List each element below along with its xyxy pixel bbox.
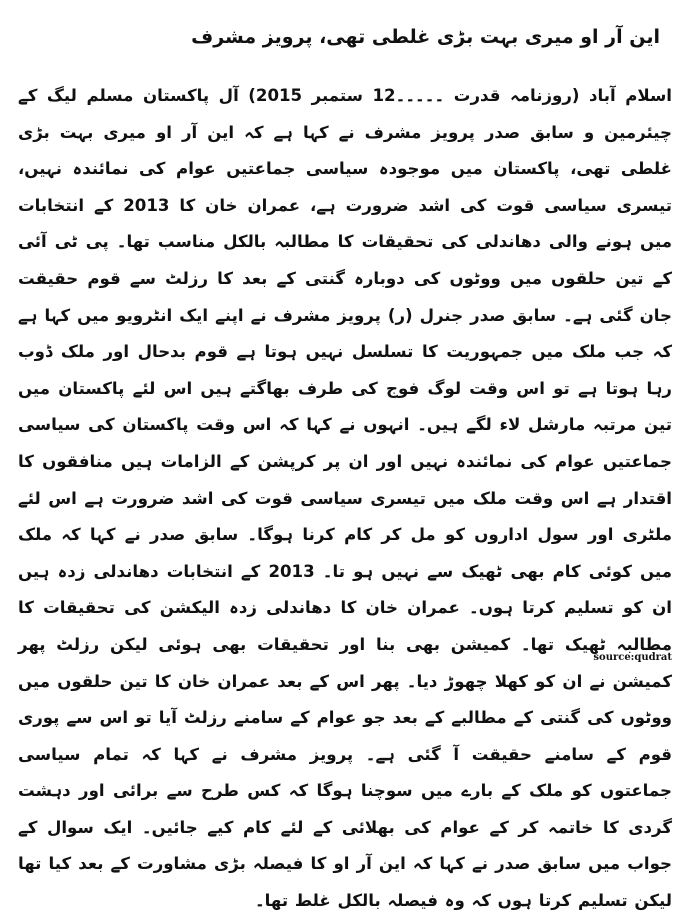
article-body: اسلام آباد (روزنامہ قدرت ۔۔۔۔۔12 ستمبر 2015) آل پاکستان مسلم لیگ کے چیئرمین و سابق صدر پرویز مشرف نے کہا ہے کہ این آر او میری بہت بڑی غلطی تھی، پاکستان میں موجودہ سیاسی جماعتیں عوام کی نمائندہ نہیں، تیسری سیاسی قوت کی اشد ضرورت ہے، عمران خان کا 2013 کے انتخابات میں ہونے والی دھاندلی کی تحقیقات کا مطالبہ بالکل مناسب تھا۔ پی ٹی آئی کے تین حلقوں میں ووٹوں کی دوبارہ گنتی کے بعد کا رزلٹ سے قوم حقیقت جان گئی ہے۔ سابق صدر جنرل (ر) پرویز مشرف نے اپنے ایک انٹرویو میں کہا ہے کہ جب ملک میں جمہوریت کا تسلسل نہیں ہوتا ہے قوم بدحال اور ملک ڈوب رہا ہوتا ہے تو اس وقت لوگ فوج کی طرف بھاگتے ہیں اس لئے پاکستان میں تین مرتبہ مارشل لاء لگے ہیں۔ انہوں نے کہا کہ اس وقت پاکستان کی سیاسی جماعتیں عوام کی نمائندہ نہیں اور ان پر کرپشن کے الزامات ہیں منافقوں کا اقتدار ہے اس وقت ملک میں تیسری سیاسی قوت کی اشد ضرورت ہے اس لئے ملٹری اور سول اداروں کو مل کر کام کرنا ہوگا۔ سابق صدر نے کہا کہ ملک میں کوئی کام بھی ٹھیک سے نہیں ہو تا۔ 2013 کے انتخابات دھاندلی زدہ ہیں ان کو تسلیم کرتا ہوں۔ عمران خان کا دھاندلی زدہ الیکشن کی تحقیقات کا مطالبہ ٹھیک تھا۔ کمیشن بھی بنا اور تحقیقات بھی ہوئی لیکن رزلٹ پھر کمیشن نے ان کو کھلا چھوڑ دیا۔ پھر اس کے بعد عمران خان کا تین حلقوں میں ووٹوں کی گنتی کے مطالبے کے بعد جو عوام کے سامنے رزلٹ آیا تو اس سے پوری قوم کے سامنے حقیقت آ گئی ہے۔ پرویز مشرف نے کہا کہ تمام سیاسی جماعتوں کو ملک کے بارے میں سوچنا ہوگا کہ کس طرح سے برائی اور دہشت گردی کا خاتمہ کر کے عوام کی بھلائی کے لئے کام کیے جائیں۔ ایک سوال کے جواب میں سابق صدر نے کہا کہ این آر او کا فیصلہ بڑی مشاورت کے بعد کیا تھا لیکن تسلیم کرتا ہوں کہ وہ فیصلہ بالکل غلط تھا۔ — [18, 86, 673, 911]
source-credit: source:qudrat — [593, 652, 672, 663]
headline: این آر او میری بہت بڑی غلطی تھی، پرویز مشرف — [191, 26, 660, 48]
